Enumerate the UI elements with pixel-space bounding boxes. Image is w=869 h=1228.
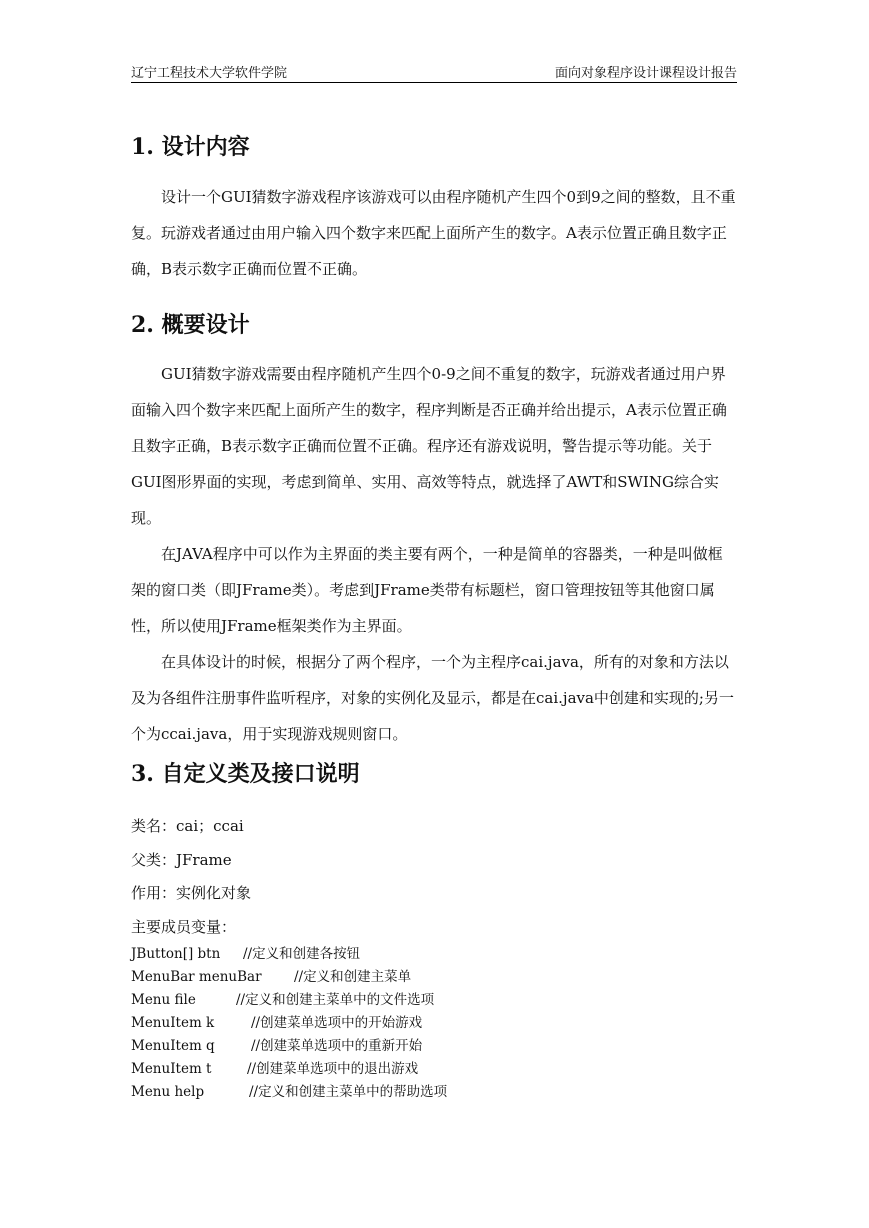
member-row — [131, 1012, 447, 1035]
members-title: 主要成员变量： — [131, 918, 237, 936]
member-row — [131, 1035, 447, 1058]
member-comment: //定义和创建主菜单 — [294, 969, 412, 985]
member-name: Menu help — [131, 1084, 205, 1100]
member-name: MenuBar menuBar — [131, 969, 262, 985]
purpose-line: 作用：实例化对象 — [131, 884, 252, 902]
member-name: JButton[] btn — [131, 946, 221, 962]
paragraph: 在JAVA程序中可以作为主界面的类主要有两个，一种是简单的容器类，一种是叫做框架的窗口类（即JFrame类）。考虑到JFrame类带有标题栏，窗口管理按钮等其他窗口属性，所以使用JFrame框架类作为主界面。 — [131, 545, 723, 635]
member-name: MenuItem q — [131, 1038, 215, 1054]
paragraph: GUI猜数字游戏需要由程序随机产生四个0-9之间不重复的数字，玩游戏者通过用户界面输入四个数字来匹配上面所产生的数字，程序判断是否正确并给出提示，A表示位置正确且数字正确，B表示数字正确而位置不正确。程序还有游戏说明，警告提示等功能。关于GUI图形界面的实现，考虑到简单、实用、高效等特点，就选择了AWT和SWING综合实现。 — [131, 365, 727, 527]
parent-class-line: 父类：JFrame — [131, 851, 232, 869]
section-heading-custom-classes: 3. 自定义类及接口说明 — [131, 761, 360, 787]
member-name: MenuItem k — [131, 1015, 215, 1031]
section-heading-design-content: 1. 设计内容 — [131, 134, 250, 160]
member-comment: //定义和创建主菜单中的帮助选项 — [249, 1084, 448, 1100]
header-school: 辽宁工程技术大学软件学院 — [131, 66, 288, 81]
member-comment: //创建菜单选项中的退出游戏 — [247, 1061, 419, 1077]
member-row — [131, 943, 447, 966]
member-row — [131, 1081, 447, 1104]
member-name: Menu file — [131, 992, 196, 1008]
paragraph: 在具体设计的时候，根据分了两个程序，一个为主程序cai.java，所有的对象和方法以及为各组件注册事件监听程序，对象的实例化及显示，都是在cai.java中创建和实现的;另一个为ccai.java，用于实现游戏规则窗口。 — [131, 653, 734, 743]
section-heading-overview-design: 2. 概要设计 — [131, 312, 250, 338]
member-comment: //定义和创建主菜单中的文件选项 — [236, 992, 435, 1008]
member-comment: //定义和创建各按钮 — [243, 946, 361, 962]
section-2-body — [131, 356, 737, 752]
member-row — [131, 1058, 447, 1081]
section-1-body — [131, 179, 737, 287]
page-header — [131, 60, 737, 83]
member-list — [131, 943, 447, 1104]
member-name: MenuItem t — [131, 1061, 212, 1077]
header-report-title: 面向对象程序设计课程设计报告 — [554, 66, 737, 81]
member-comment: //创建菜单选项中的重新开始 — [251, 1038, 423, 1054]
paragraph: 设计一个GUI猜数字游戏程序该游戏可以由程序随机产生四个0到9之间的整数，且不重复。玩游戏者通过由用户输入四个数字来匹配上面所产生的数字。A表示位置正确且数字正确，B表示数字正确而位置不正确。 — [131, 188, 736, 278]
member-row — [131, 966, 447, 989]
member-row — [131, 989, 447, 1012]
member-comment: //创建菜单选项中的开始游戏 — [251, 1015, 423, 1031]
class-name-line: 类名：cai；ccai — [131, 817, 244, 835]
